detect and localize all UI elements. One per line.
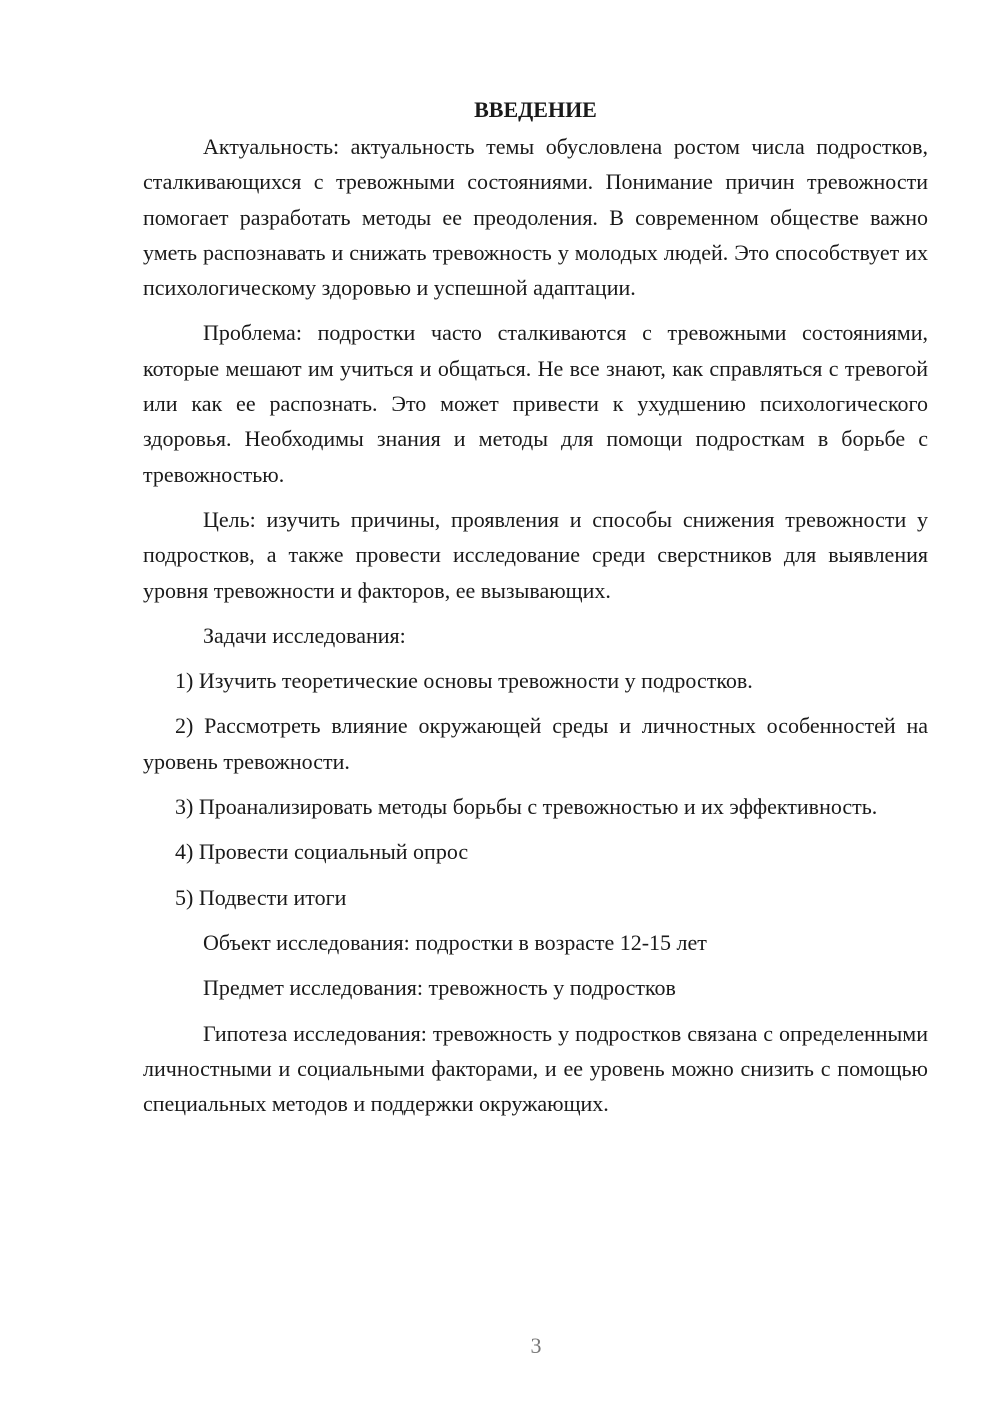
task-item-5: 5) Подвести итоги <box>175 884 347 910</box>
paragraph-goal: Цель: изучить причины, проявления и способы снижения тревожности у подростков, а также провести исследование среди сверстников для выявления уровня тревожности и факторов, ее вызывающих. <box>143 506 928 603</box>
paragraph-relevance: Актуальность: актуальность темы обусловлена ростом числа подростков, сталкивающихся с тревожными состояниями. Понимание причин тревожности помогает разработать методы ее преодоления. В современном обществе важно уметь распознавать и снижать тревожность у молодых людей. Это способствует их психологическому здоровью и успешной адаптации. <box>143 134 928 301</box>
task-item-4: 4) Провести социальный опрос <box>175 839 469 865</box>
paragraph-subject: Предмет исследования: тревожность у подростков <box>203 975 676 1001</box>
page-title: ВВЕДЕНИЕ <box>474 97 597 122</box>
task-item-1: 1) Изучить теоретические основы тревожности у подростков. <box>175 668 753 694</box>
paragraph-problem: Проблема: подростки часто сталкиваются с тревожными состояниями, которые мешают им учиться и общаться. Не все знают, как справляться с тревогой или как ее распознать. Это может привести к ухудшению психологического здоровья. Необходимы знания и методы для помощи подросткам в борьбе с тревожностью. <box>143 320 928 487</box>
paragraph-hypothesis: Гипотеза исследования: тревожность у подростков связана с определенными личностными и социальными факторами, и ее уровень можно снизить с помощью специальных методов и поддержки окружающих. <box>143 1020 928 1117</box>
paragraph-object: Объект исследования: подростки в возрасте 12-15 лет <box>203 929 707 955</box>
task-item-3: 3) Проанализировать методы борьбы с тревожностью и их эффективность. <box>175 794 878 820</box>
tasks-heading: Задачи исследования: <box>203 622 406 648</box>
task-item-2: 2) Рассмотреть влияние окружающей среды и личностных особенностей на уровень тревожности. <box>143 713 928 774</box>
document-page <box>143 95 928 1131</box>
page-number: 3 <box>530 1333 542 1358</box>
